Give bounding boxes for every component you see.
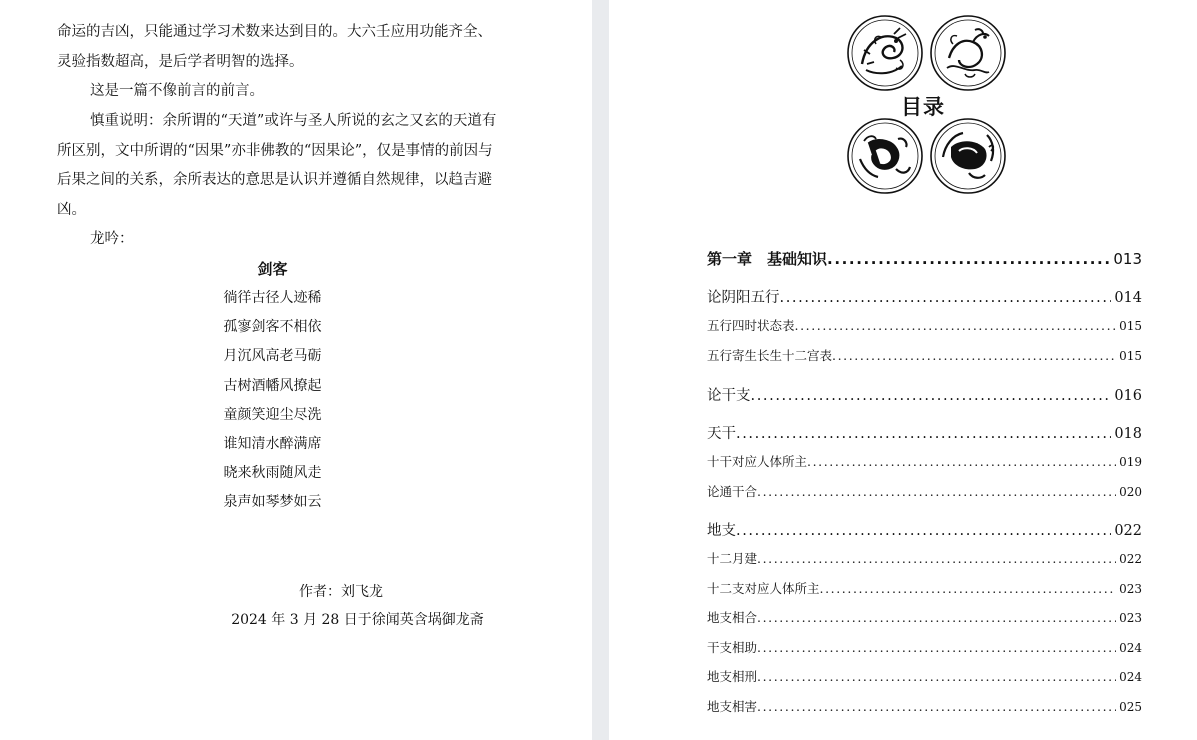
toc-page-number: 020	[1119, 485, 1142, 499]
toc-entry[interactable]	[707, 667, 1142, 685]
toc-entry-label: 论通干合	[707, 484, 758, 499]
toc-page-number: 024	[1119, 670, 1142, 684]
paragraph-longyin: 龙吟：	[90, 231, 134, 247]
toc-entry[interactable]	[707, 697, 1142, 715]
poem-line: 泉声如琴梦如云	[223, 494, 322, 511]
toc-page-number: 023	[1119, 582, 1142, 596]
toc-entry-label: 干支相助	[707, 640, 758, 655]
toc-entry-label: 论干支	[707, 388, 751, 404]
toc-entry[interactable]	[707, 519, 1142, 540]
toc-page-number: 022	[1119, 552, 1142, 566]
toc-page-number: 023	[1119, 611, 1142, 625]
toc-entry-label: 天干	[707, 426, 736, 442]
toc-leader-dots	[757, 551, 1116, 566]
toc-entry[interactable]	[707, 286, 1142, 307]
toc-leader-dots	[757, 484, 1116, 499]
paragraph-preface-note: 这是一篇不像前言的前言。	[90, 83, 264, 99]
toc-page-number: 015	[1119, 319, 1142, 333]
paragraph-disclaimer: 慎重说明：余所谓的“天道”或许与圣人所说的玄之又玄的天道有所区别，文中所谓的“因果”亦非佛教的“因果论”，仅是事情的前因与后果之间的关系，余所表达的意思是认识并遵循自然规律，以趋吉避凶。	[57, 113, 497, 218]
dragon-medallion-icon	[846, 14, 924, 92]
toc-page-number: 016	[1114, 388, 1142, 404]
toc-leader-dots	[751, 388, 1112, 404]
toc-page-number: 015	[1119, 349, 1142, 363]
poem-title: 剑客	[257, 260, 288, 278]
right-page	[609, 0, 1197, 740]
left-page	[0, 0, 592, 740]
toc-leader-dots	[736, 523, 1111, 539]
toc-entry-label: 五行寄生长生十二宫表	[707, 348, 833, 363]
toc-entry-label: 论阴阳五行	[707, 290, 780, 306]
toc-entry[interactable]	[707, 422, 1142, 443]
toc-entry[interactable]	[707, 384, 1142, 405]
poem-line: 谁知清水醉满席	[223, 435, 322, 452]
toc-entry[interactable]	[707, 248, 1142, 269]
poem-line: 月沉风高老马砺	[223, 348, 322, 365]
toc-leader-dots	[757, 610, 1116, 625]
poem	[0, 284, 545, 518]
toc-entry[interactable]	[707, 482, 1142, 500]
toc-page-number: 025	[1119, 700, 1142, 714]
toc-entry-label: 地支	[707, 523, 736, 539]
toc-page-number: 019	[1119, 455, 1142, 469]
poem-line: 古树酒幡风撩起	[223, 377, 322, 394]
toc-entry-label: 十二支对应人体所主	[707, 581, 820, 596]
toc-leader-dots	[832, 348, 1116, 363]
toc-entry[interactable]	[707, 549, 1142, 567]
toc-page-number: 013	[1113, 250, 1142, 268]
toc-entry-label: 十二月建	[707, 551, 758, 566]
toc-leader-dots	[827, 250, 1110, 268]
tiger-medallion-icon	[846, 117, 924, 195]
toc-leader-dots	[807, 454, 1116, 469]
author-line: 作者：刘飞龙	[299, 584, 383, 600]
toc-leader-dots	[795, 318, 1117, 333]
toc-page-number: 024	[1119, 641, 1142, 655]
toc-leader-dots	[757, 699, 1116, 714]
toc-leader-dots	[780, 290, 1112, 306]
paragraph-intro: 命运的吉凶，只能通过学习术数来达到目的。大六壬应用功能齐全、灵验指数超高，是后学者明智的选择。	[57, 24, 492, 70]
toc-leader-dots	[736, 426, 1111, 442]
toc-entry[interactable]	[707, 608, 1142, 626]
poem-line: 晓来秋雨随风走	[223, 465, 322, 482]
toc-page-number: 022	[1114, 523, 1142, 539]
date-line: 2024 年 3 月 28 日于徐闻英含埚御龙斋	[231, 612, 484, 628]
toc-entry-label: 第一章 基础知识	[707, 250, 828, 268]
toc-entry-label: 十干对应人体所主	[707, 454, 808, 469]
toc-entry[interactable]	[707, 452, 1142, 470]
toc-entry[interactable]	[707, 638, 1142, 656]
toc-entry-label: 地支相刑	[707, 669, 758, 684]
toc-entry-label: 五行四时状态表	[707, 318, 795, 333]
toc-leader-dots	[757, 640, 1116, 655]
toc-entry[interactable]	[707, 579, 1142, 597]
poem-line: 孤寥剑客不相依	[223, 319, 322, 336]
poem-line: 童颜笑迎尘尽洗	[223, 406, 322, 423]
tortoise-medallion-icon	[929, 117, 1007, 195]
toc-page-number: 014	[1114, 290, 1142, 306]
toc-title: 目录	[901, 95, 945, 119]
toc-entry-label: 地支相合	[707, 610, 758, 625]
toc-entry[interactable]	[707, 316, 1142, 334]
toc-entry-label: 地支相害	[707, 699, 758, 714]
toc-entry[interactable]	[707, 346, 1142, 364]
toc-leader-dots	[757, 669, 1116, 684]
toc-leader-dots	[820, 581, 1117, 596]
poem-line: 徜徉古径人迹稀	[223, 290, 322, 306]
toc-page-number: 018	[1114, 426, 1142, 442]
phoenix-medallion-icon	[929, 14, 1007, 92]
